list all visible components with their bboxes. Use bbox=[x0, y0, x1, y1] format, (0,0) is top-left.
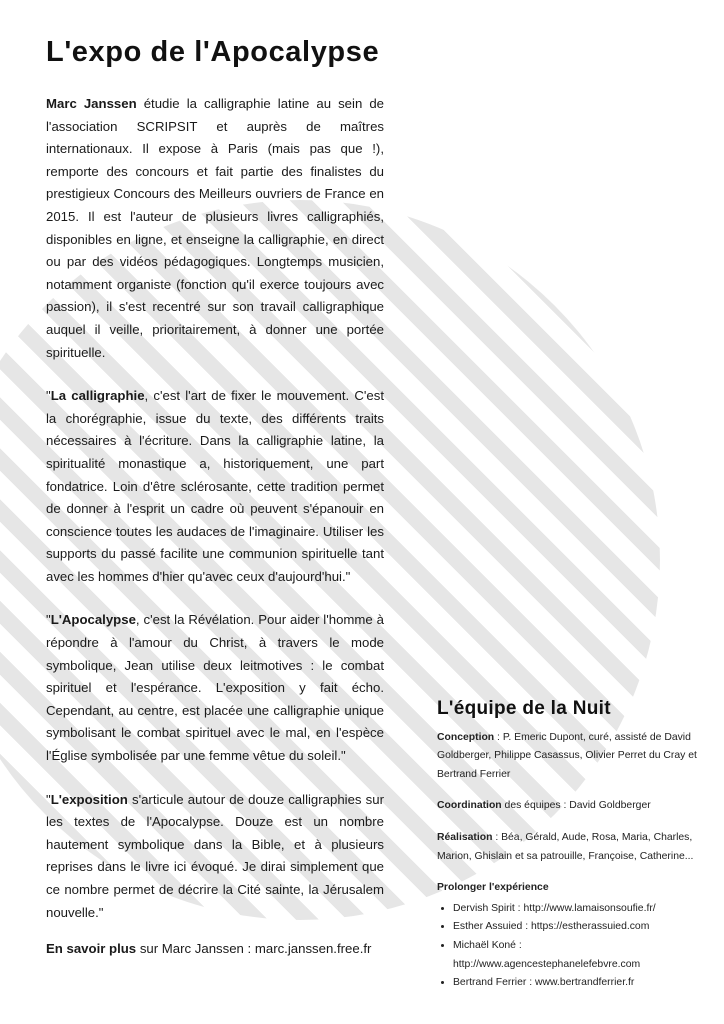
coordination-text: des équipes : David Goldberger bbox=[501, 800, 651, 812]
paragraph-more-info bbox=[46, 938, 384, 961]
paragraph-exposition bbox=[46, 789, 384, 925]
prolonger-label: Prolonger l'expérience bbox=[437, 882, 549, 894]
more-info-text: sur Marc Janssen : marc.janssen.free.fr bbox=[136, 941, 372, 957]
link-item-bertrand[interactable]: • Bertrand Ferrier : www.bertrandferrier.fr bbox=[453, 974, 697, 993]
paragraph-bio bbox=[46, 93, 384, 364]
bio-lead: Marc Janssen bbox=[46, 96, 137, 111]
credit-realisation bbox=[437, 829, 697, 866]
exposition-text: s'articule autour de douze calligraphies sur les textes de l'Apocalypse. Douze est un nombre hautement symbolique dans la Bible, et à plusieurs reprises dans le livre ici évoqué. Je dirai simplement que ce nombre permet de décrire la Cité sainte, la Jérusalem nouvelle." bbox=[46, 791, 384, 920]
credit-conception bbox=[437, 729, 697, 785]
quote-open-1: " bbox=[46, 388, 51, 404]
main-article bbox=[46, 93, 384, 982]
quote-open-2: " bbox=[46, 612, 51, 628]
prolonger-heading bbox=[437, 879, 697, 898]
link-item-dervish[interactable]: • Dervish Spirit : http://www.lamaisonsoufie.fr/ bbox=[453, 900, 697, 919]
bio-text: étudie la calligraphie latine au sein de l'association SCRIPSIT et auprès de maîtres internationaux. Il expose à Paris (mais pas que !), remporte des concours et fait partie des finalistes du prestigieux Concours des Meilleurs ouvriers de France en 2015. Il est l'auteur de plusieurs livres calligraphiés, disponibles en ligne, et enseigne la calligraphie, en direct ou par des vidéos pédagogiques. Longtemps musicien, notamment organiste (fonction qu'il exerce toujours avec passion), il s'est recentré sur son travail calligraphique auquel il veille, prioritairement, à donner une portée spirituelle. bbox=[46, 96, 385, 360]
credit-coordination bbox=[437, 797, 697, 816]
calligraphie-lead: La calligraphie bbox=[50, 388, 145, 404]
more-info-lead: En savoir plus bbox=[46, 941, 137, 957]
apocalypse-text: , c'est la Révélation. Pour aider l'homme à répondre à l'amour du Christ, à travers le mode symbolique, Jean utilise deux leitmotives : le combat spirituel et l'espérance. L'exposition y fait écho. Cependant, au centre, est placée une calligraphie unique symbolisant le combat spirituel avec le mal, en l'espèce l'Église symbolisée par une femme vêtue du soleil." bbox=[46, 612, 384, 764]
team-sidebar bbox=[437, 700, 697, 993]
link-item-esther[interactable]: • Esther Assuied : https://estherassuied.com bbox=[453, 918, 697, 937]
realisation-text: : Béa, Gérald, Aude, Rosa, Maria, Charles, Marion, Ghislain et sa patrouille, Françoise, Catherine... bbox=[437, 831, 694, 862]
paragraph-calligraphie bbox=[46, 385, 384, 588]
coordination-label: Coordination bbox=[437, 800, 502, 812]
sidebar-heading: L'équipe de la Nuit bbox=[437, 698, 611, 719]
apocalypse-lead: L'Apocalypse bbox=[50, 612, 136, 628]
paragraph-apocalypse bbox=[46, 609, 384, 767]
exposition-lead: L'exposition bbox=[50, 791, 128, 807]
realisation-label: Réalisation bbox=[437, 831, 493, 843]
links-list bbox=[437, 900, 697, 993]
conception-text: : P. Emeric Dupont, curé, assisté de David Goldberger, Philippe Casassus, Olivier Perret du Cray et Bertrand Ferrier bbox=[437, 731, 697, 780]
quote-open-3: " bbox=[46, 791, 51, 807]
link-item-michael[interactable]: • Michaël Koné : http://www.agencestephanelefebvre.com bbox=[453, 937, 697, 974]
calligraphie-text: , c'est l'art de fixer le mouvement. C'est la chorégraphie, issue du texte, des différents traits nécessaires à l'écriture. Dans la calligraphie latine, la spiritualité monastique a, historiquement, une part fondatrice. Loin d'être sclérosante, cette tradition permet de donner à l'esprit un cadre où peuvent s'épanouir en conscience toutes les audaces de l'imaginaire. Utiliser les supports du passé facilite une communion spirituelle tant avec les hommes d'hier qu'avec ceux d'aujourd'hui." bbox=[46, 388, 384, 584]
page-title: L'expo de l'Apocalypse bbox=[46, 36, 380, 68]
conception-label: Conception bbox=[437, 731, 495, 743]
